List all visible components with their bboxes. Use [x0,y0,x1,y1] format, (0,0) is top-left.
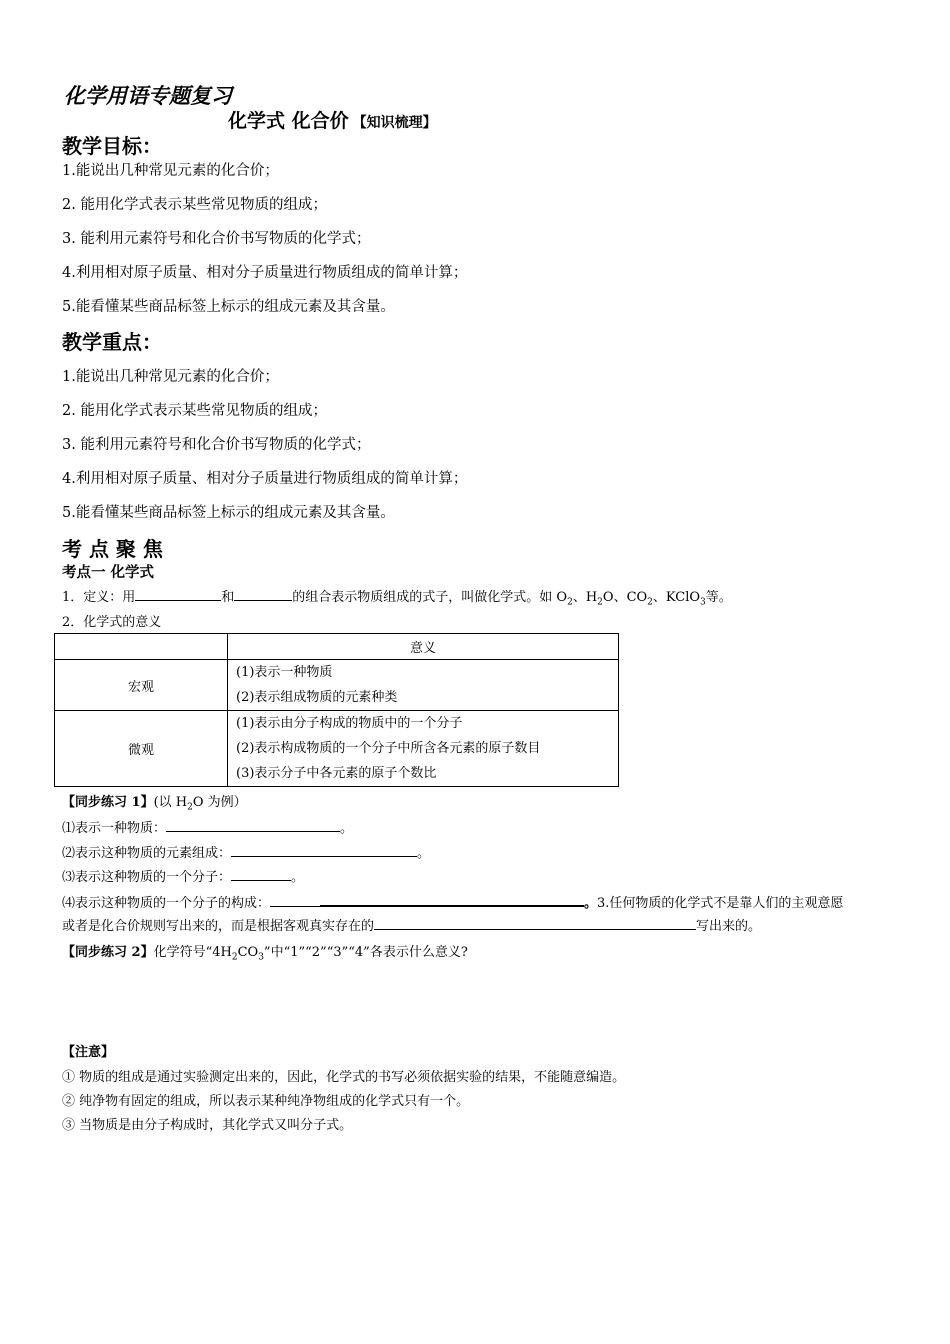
definition-prefix: 1．定义：用 [62,590,136,605]
subtitle-tag: 【知识梳理】 [352,115,437,131]
subscript: 3 [258,952,264,963]
note-item: ③ 当物质是由分子构成时，其化学式又叫分子式。 [62,1118,353,1133]
subtitle-text: 化学式 化合价 [228,110,349,132]
exercise1-q2 [62,842,430,861]
formula-text: 、H [572,590,598,605]
definition-mid: 和 [221,590,235,605]
answer-blank[interactable] [320,891,584,907]
question-text: ⑵表示这种物质的元素组成： [62,846,232,861]
exercise1-q1 [62,817,353,836]
meaning-item: (2)表示组成物质的元素种类 [236,690,398,705]
objective-item: 4.利用相对原子质量、相对分子质量进行物质组成的简单计算； [62,265,468,281]
objective-item: 3. 能利用元素符号和化合价书写物质的化学式； [62,231,371,247]
objective-item: 1.能说出几种常见元素的化合价； [62,163,279,179]
subscript: 2 [187,802,193,813]
exercise2-text: ”中“1”“2”“3”“4”各表示什么意义? [263,945,468,960]
answer-blank[interactable] [231,866,291,881]
key-point-item: 4.利用相对原子质量、相对分子质量进行物质组成的简单计算； [62,471,468,487]
question-text: 3.任何物质的化学式不是靠人们的主观意愿 [597,896,844,911]
note-item: ① 物质的组成是通过实验测定出来的，因此，化学式的书写必须依据实验的结果，不能随意编造。 [62,1070,626,1085]
table-row [55,660,619,711]
question-text: ⑴表示一种物质： [62,821,167,836]
formula-text: 、KClO [652,590,701,605]
table-header-meaning: 意义 [228,634,619,660]
meaning-item: (1)表示一种物质 [236,665,333,680]
answer-blank[interactable] [270,892,320,907]
meaning-item: (3)表示分子中各元素的原子个数比 [236,766,437,781]
key-point-item: 1.能说出几种常见元素的化合价； [62,369,279,385]
exercise1-note: (以 H [153,795,188,810]
end-mark: 。 [584,896,598,911]
objective-item: 2. 能用化学式表示某些常见物质的组成； [62,197,327,213]
row-items-macro [228,660,619,711]
question-text: 或者是化合价规则写出来的，而是根据客观真实存在的 [62,919,375,934]
definition-blank-1 [135,586,221,601]
section-subtitle [228,106,437,133]
question-text: 写出来的。 [696,919,762,934]
table-header-empty [55,634,228,660]
meaning-label: 2．化学式的意义 [62,615,162,630]
question-text: ⑶表示这种物质的一个分子： [62,870,232,885]
point-one-heading: 考点一 化学式 [62,564,155,581]
answer-blank[interactable] [374,915,696,930]
exercise2-text: 化学符号“4H [153,945,232,960]
end-mark: 。 [340,821,354,836]
exercise1-q3 [62,866,304,885]
definition-end: 等。 [705,590,732,605]
subscript: 3 [700,597,706,608]
definition-suffix: 的组合表示物质组成的式子，叫做化学式。如 O [292,590,568,605]
exercise2-text: CO [237,945,259,960]
row-label-macro: 宏观 [55,660,228,711]
exercise1-q4 [62,891,843,911]
exercise2-line [62,941,468,963]
formula-text: O、CO [602,590,648,605]
subscript: 2 [231,952,238,963]
subscript: 2 [647,597,653,608]
key-points-heading: 教学重点： [62,330,162,354]
exercise1-title: 【同步练习 1】 [62,795,154,810]
focus-heading: 考 点 聚 焦 [62,537,163,561]
question-text: ⑷表示这种物质的一个分子的构成： [62,896,271,911]
exercise2-title: 【同步练习 2】 [62,945,154,960]
table-header-row [55,634,619,660]
key-point-item: 2. 能用化学式表示某些常见物质的组成； [62,403,327,419]
notes-title: 【注意】 [62,1045,115,1060]
objectives-heading: 教学目标： [62,134,162,158]
exercise1-note: O 为例） [192,795,247,810]
row-label-micro: 微观 [55,711,228,787]
table-row [55,711,619,787]
key-point-item: 5.能看懂某些商品标签上标示的组成元素及其含量。 [62,505,395,521]
end-mark: 。 [291,870,305,885]
definition-line [62,586,732,608]
end-mark: 。 [417,846,431,861]
subscript: 2 [567,597,573,608]
note-item: ② 纯净物有固定的组成，所以表示某种纯净物组成的化学式只有一个。 [62,1094,470,1109]
exercise1-title-line [62,791,247,813]
row-items-micro [228,711,619,787]
definition-blank-2 [234,586,292,601]
exercise1-line2 [62,915,761,934]
answer-blank[interactable] [166,817,340,832]
document-title: 化学用语专题复习 [64,83,232,108]
answer-blank[interactable] [231,842,417,857]
meaning-table [54,633,619,787]
meaning-item: (2)表示构成物质的一个分子中所含各元素的原子数目 [236,741,541,756]
meaning-item: (1)表示由分子构成的物质中的一个分子 [236,716,463,731]
subscript: 2 [597,597,603,608]
key-point-item: 3. 能利用元素符号和化合价书写物质的化学式； [62,437,371,453]
objective-item: 5.能看懂某些商品标签上标示的组成元素及其含量。 [62,299,395,315]
